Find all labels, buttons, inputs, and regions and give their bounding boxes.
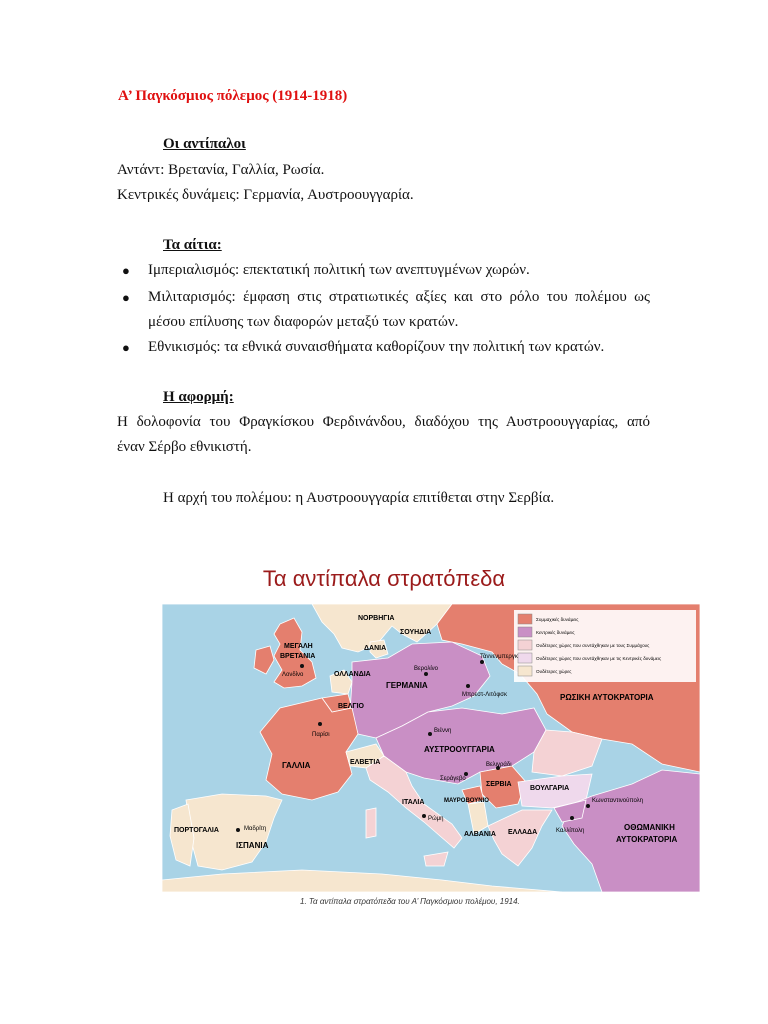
label-britain-1: ΜΕΓΑΛΗ xyxy=(284,643,313,650)
label-norway: ΝΟΡΒΗΓΙΑ xyxy=(358,615,395,622)
label-montenegro: ΜΑΥΡΟΒΟΥΝΙΟ xyxy=(444,798,489,804)
cause-militarism-line1: Μιλιταρισμός: έμφαση στις στρατιωτικές αξίες και στο ρόλο του πολέμου ως xyxy=(148,289,650,305)
trigger-heading: Η αφορμή: xyxy=(163,389,234,405)
city-dot xyxy=(236,828,240,832)
legend-label-neutral_allies: Ουδέτερες χώρες που συντάχθηκαν με τους Συμμάχους xyxy=(536,643,650,648)
legend-swatch-neutral_allies xyxy=(518,640,532,650)
label-albania: ΑΛΒΑΝΙΑ xyxy=(464,831,496,838)
city-dot xyxy=(480,660,484,664)
war-start-line: Η αρχή του πολέμου: η Αυστροουγγαρία επιτίθεται στην Σερβία. xyxy=(163,490,555,506)
cause-militarism-line2: μέσου επίλυσης των διαφορών μεταξύ των κρατών. xyxy=(148,314,459,330)
label-belgium: ΒΕΛΓΙΟ xyxy=(338,703,364,710)
document-title: Α’ Παγκόσμιος πόλεμος (1914-1918) xyxy=(118,88,348,104)
legend-label-central: Κεντρικές δυνάμεις xyxy=(536,630,575,635)
label-germany: ΓΕΡΜΑΝΙΑ xyxy=(386,681,428,690)
label-britain-2: ΒΡΕΤΑΝΙΑ xyxy=(280,653,316,660)
label-portugal: ΠΟΡΤΟΓΑΛΙΑ xyxy=(174,827,219,834)
city-tannenberg: Τάννενμπεργκ xyxy=(480,654,518,660)
label-greece: ΕΛΛΑΔΑ xyxy=(508,829,538,836)
city-gallipoli: Καλλίπολη xyxy=(556,828,585,834)
trigger-line1: Η δολοφονία του Φραγκίσκου Φερδινάνδου, διαδόχου της Αυστροουγγαρίας, από xyxy=(117,414,650,430)
cause-nationalism: Εθνικισμός: τα εθνικά συναισθήματα καθορίζουν την πολιτική των κρατών. xyxy=(148,339,605,355)
city-dot xyxy=(466,684,470,688)
bullet-marker: ● xyxy=(122,290,130,305)
label-denmark: ΔΑΝΙΑ xyxy=(364,645,387,652)
label-france: ΓΑΛΛΙΑ xyxy=(282,761,311,770)
city-brest: Μπρεστ-Λιτόφσκ xyxy=(462,692,507,698)
legend-label-neutral: Ουδέτερες χώρες xyxy=(536,669,572,674)
opponents-heading: Οι αντίπαλοι xyxy=(163,136,246,152)
city-rome: Ρώμη xyxy=(428,816,444,822)
central-powers-line: Κεντρικές δυνάμεις: Γερμανία, Αυστροουγγαρία. xyxy=(117,187,414,203)
label-serbia: ΣΕΡΒΙΑ xyxy=(486,781,512,788)
legend-swatch-neutral xyxy=(518,666,532,676)
city-belgrade: Βελιγράδι xyxy=(486,762,512,768)
label-switzerland: ΕΛΒΕΤΙΑ xyxy=(350,759,381,766)
city-constantinople: Κωνσταντινούπολη xyxy=(592,798,644,804)
city-dot xyxy=(300,664,304,668)
label-russia: ΡΩΣΙΚΗ ΑΥΤΟΚΡΑΤΟΡΙΑ xyxy=(560,693,654,702)
map-figure xyxy=(162,604,700,916)
entente-line: Αντάντ: Βρετανία, Γαλλία, Ρωσία. xyxy=(117,162,325,178)
legend-label-neutral_central: Ουδέτερες χώρες που συντάχθηκαν με τις Κεντρικές δυνάμεις xyxy=(536,656,662,661)
bullet-marker: ● xyxy=(122,263,130,278)
city-dot xyxy=(422,814,426,818)
label-italy: ΙΤΑΛΙΑ xyxy=(402,799,425,806)
city-dot xyxy=(424,672,428,676)
city-dot xyxy=(586,804,590,808)
label-ottoman-1: ΟΘΩΜΑΝΙΚΗ xyxy=(624,823,675,832)
trigger-line2: έναν Σέρβο εθνικιστή. xyxy=(117,439,252,455)
city-vienna: Βιέννη xyxy=(434,728,452,734)
city-madrid: Μαδρίτη xyxy=(244,826,267,832)
legend-swatch-allies xyxy=(518,614,532,624)
city-dot xyxy=(428,732,432,736)
label-sweden: ΣΟΥΗΔΙΑ xyxy=(400,629,432,636)
label-spain: ΙΣΠΑΝΙΑ xyxy=(236,841,269,850)
label-netherlands: ΟΛΛΑΝΔΙΑ xyxy=(334,671,371,678)
legend-swatch-neutral_central xyxy=(518,653,532,663)
city-london: Λονδίνο xyxy=(282,672,304,678)
label-bulgaria: ΒΟΥΛΓΑΡΙΑ xyxy=(530,785,570,792)
bullet-marker: ● xyxy=(122,340,130,355)
city-dot xyxy=(570,816,574,820)
europe-1914-map xyxy=(162,604,700,916)
region-sardinia xyxy=(366,808,376,838)
label-ottoman-2: ΑΥΤΟΚΡΑΤΟΡΙΑ xyxy=(616,835,678,844)
causes-heading: Τα αίτια: xyxy=(163,237,222,253)
legend-label-allies: Συμμαχικές δυνάμεις xyxy=(536,617,579,622)
label-austria-hungary: ΑΥΣΤΡΟΟΥΓΓΑΡΙΑ xyxy=(424,745,495,754)
legend-swatch-central xyxy=(518,627,532,637)
city-berlin: Βερολίνο xyxy=(414,666,438,672)
cause-imperialism: Ιμπεριαλισμός: επεκτατική πολιτική των ανεπτυγμένων χωρών. xyxy=(148,262,530,278)
map-title: Τα αντίπαλα στρατόπεδα xyxy=(262,566,506,591)
map-caption: 1. Τα αντίπαλα στρατόπεδα του Α’ Παγκόσμιου πολέμου, 1914. xyxy=(300,897,520,906)
city-paris: Παρίσι xyxy=(312,732,330,738)
city-sarajevo: Σεράγεβο xyxy=(440,776,466,782)
city-dot xyxy=(318,722,322,726)
